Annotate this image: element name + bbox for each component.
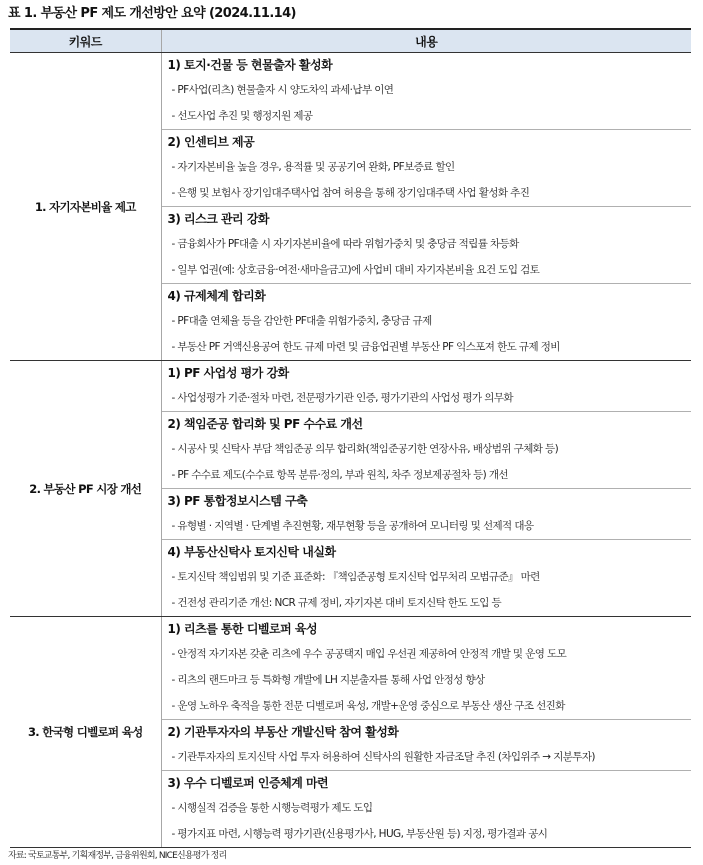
bullet-item: - PF 수수료 제도(수수료 항목 분류·정의, 부과 원칙, 차주 정보제공절차 등) 개선 bbox=[171, 469, 508, 481]
bullet-item: - 유형별 · 지역별 · 단계별 추진현황, 재무현황 등을 공개하여 모니터링 및 선제적 대응 bbox=[171, 520, 534, 532]
bullet-item: - 시공사 및 신탁사 부담 책임준공 의무 합리화(책임준공기한 연장사유, 배상범위 구체화 등) bbox=[171, 443, 559, 455]
bullet-item: - 사업성평가 기준·절차 마련, 전문평가기관 인증, 평가기관의 사업성 평가 의무화 bbox=[171, 392, 513, 404]
content-block bbox=[162, 771, 692, 847]
bullet-item: - 평가지표 마련, 시행능력 평가기관(신용평가사, HUG, 부동산원 등) 지정, 평가결과 공시 bbox=[171, 828, 548, 840]
table-row bbox=[10, 361, 691, 617]
bullet-item: - 일부 업권(예: 상호금융·여전·새마을금고)에 사업비 대비 자기자본비율 요건 도입 검토 bbox=[171, 264, 540, 276]
bullet-item: - 건전성 관리기준 개선: NCR 규제 정비, 자기자본 대비 토지신탁 한도 도입 등 bbox=[171, 597, 502, 609]
table-header-row bbox=[10, 29, 691, 53]
block-heading: 3) PF 통합정보시스템 구축 bbox=[167, 494, 308, 508]
header-content: 내용 bbox=[161, 29, 691, 53]
content-block bbox=[162, 130, 692, 207]
bullet-item: - 선도사업 추진 및 행정지원 제공 bbox=[171, 110, 313, 122]
block-heading: 1) PF 사업성 평가 강화 bbox=[167, 366, 289, 380]
bullet-item: - 안정적 자기자본 갖춘 리츠에 우수 공공택지 매입 우선권 제공하여 안정적 개발 및 운영 도모 bbox=[171, 648, 567, 660]
content-block bbox=[162, 53, 692, 130]
bullet-item: - PF대출 연체율 등을 감안한 PF대출 위험가중치, 충당금 규제 bbox=[171, 315, 432, 327]
block-heading: 3) 리스크 관리 강화 bbox=[167, 212, 270, 226]
block-heading: 1) 리츠를 통한 디벨로퍼 육성 bbox=[167, 622, 318, 636]
table-row bbox=[10, 617, 691, 848]
bullet-item: - 토지신탁 책임범위 및 기준 표준화: 『책임준공형 토지신탁 업무처리 모범규준』 마련 bbox=[171, 571, 540, 583]
block-heading: 3) 우수 디벨로퍼 인증체계 마련 bbox=[167, 776, 329, 790]
bullet-item: - 은행 및 보험사 장기임대주택사업 참여 허용을 통해 장기임대주택 사업 활성화 추진 bbox=[171, 187, 530, 199]
keyword-cell: 1. 자기자본비율 제고 bbox=[10, 53, 161, 361]
content-block bbox=[162, 540, 692, 616]
header-keyword: 키워드 bbox=[10, 29, 161, 53]
bullet-item: - 자기자본비율 높을 경우, 용적률 및 공공기여 완화, PF보증료 할인 bbox=[171, 161, 455, 173]
table-row bbox=[10, 53, 691, 361]
block-heading: 1) 토지·건물 등 현물출자 활성화 bbox=[167, 58, 333, 72]
block-heading: 2) 책임준공 합리화 및 PF 수수료 개선 bbox=[167, 417, 363, 431]
bullet-item: - 리츠의 랜드마크 등 특화형 개발에 LH 지분출자를 통해 사업 안정성 향상 bbox=[171, 674, 485, 686]
content-block bbox=[162, 361, 692, 412]
content-cell bbox=[161, 361, 691, 617]
keyword-cell: 3. 한국형 디벨로퍼 육성 bbox=[10, 617, 161, 848]
block-heading: 4) 부동산신탁사 토지신탁 내실화 bbox=[167, 545, 336, 559]
content-block bbox=[162, 720, 692, 771]
bullet-item: - 기관투자자의 토지신탁 사업 투자 허용하여 신탁사의 원활한 자금조달 추진 (차입위주 → 지분투자) bbox=[171, 751, 595, 763]
bullet-item: - PF사업(리츠) 현물출자 시 양도차익 과세·납부 이연 bbox=[171, 84, 394, 96]
bullet-item: - 운영 노하우 축적을 통한 전문 디벨로퍼 육성, 개발+운영 중심으로 부동산 생산 구조 선진화 bbox=[171, 700, 565, 712]
bullet-item: - 부동산 PF 거액신용공여 한도 규제 마련 및 금융업권별 부동산 PF 익스포져 한도 규제 정비 bbox=[171, 341, 560, 353]
summary-table bbox=[10, 28, 691, 848]
bullet-item: - 금융회사가 PF대출 시 자기자본비율에 따라 위험가중치 및 충당금 적립률 차등화 bbox=[171, 238, 519, 250]
content-cell bbox=[161, 617, 691, 848]
bullet-item: - 시행실적 검증을 통한 시행능력평가 제도 도입 bbox=[171, 802, 373, 814]
content-block bbox=[162, 284, 692, 360]
content-cell bbox=[161, 53, 691, 361]
source-note: 자료: 국토교통부, 기획재정부, 금융위원회, NICE신용평가 정리 bbox=[8, 851, 227, 861]
content-block bbox=[162, 617, 692, 720]
table-title: 표 1. 부동산 PF 제도 개선방안 요약 (2024.11.14) bbox=[8, 6, 296, 21]
keyword-cell: 2. 부동산 PF 시장 개선 bbox=[10, 361, 161, 617]
block-heading: 4) 규제체계 합리화 bbox=[167, 289, 266, 303]
content-block bbox=[162, 207, 692, 284]
content-block bbox=[162, 412, 692, 489]
content-block bbox=[162, 489, 692, 540]
block-heading: 2) 기관투자자의 부동산 개발신탁 참여 활성화 bbox=[167, 725, 399, 739]
block-heading: 2) 인센티브 제공 bbox=[167, 135, 255, 149]
